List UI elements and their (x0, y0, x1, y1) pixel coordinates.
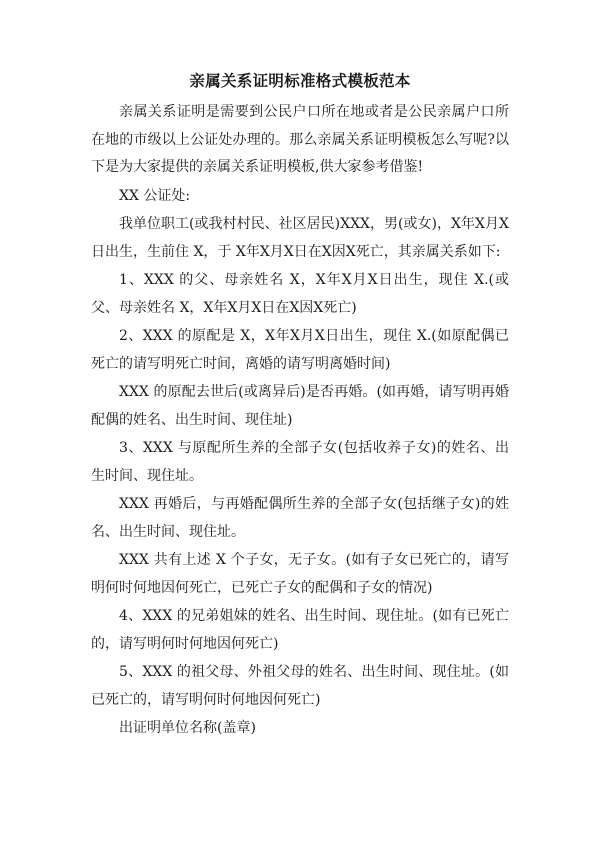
paragraph-item-2-spouse: 2、XXX 的原配是 X，X年X月X日出生，现住 X.(如原配偶已死亡的请写明死亡时间，离婚的请写明离婚时间) (91, 328, 509, 372)
paragraph-remarriage: XXX 的原配去世后(或离异后)是否再婚。(如再婚，请写明再婚配偶的姓名、出生时间、现住址) (91, 384, 509, 428)
paragraph-statement: 我单位职工(或我村村民、社区居民)XXX，男(或女)，X年X月X日出生，生前住 X，于 X年X月X日在X因X死亡，其亲属关系如下: (91, 216, 509, 260)
paragraph-children-count: XXX 共有上述 X 个子女，无子女。(如有子女已死亡的，请写明何时何地因何死亡，已死亡子女的配偶和子女的情况) (91, 552, 509, 596)
paragraph-issuer-seal: 出证明单位名称(盖章) (119, 720, 256, 736)
document-title: 亲属关系证明标准格式模板范本 (189, 72, 411, 90)
paragraph-addressee: XX 公证处: (119, 187, 191, 204)
document-page (91, 70, 509, 744)
paragraph-intro: 亲属关系证明是需要到公民户口所在地或者是公民亲属户口所在地的市级以上公证处办理的。那么亲属关系证明模板怎么写呢?以下是为大家提供的亲属关系证明模板,供大家参考借鉴! (91, 104, 509, 175)
paragraph-item-3-children: 3、XXX 与原配所生养的全部子女(包括收养子女)的姓名、出生时间、现住址。 (91, 440, 509, 484)
paragraph-item-1-parents: 1、XXX 的父、母亲姓名 X，X年X月X日出生，现住 X.(或父、母亲姓名 X，X年X月X日在X因X死亡) (91, 272, 509, 316)
paragraph-item-4-siblings: 4、XXX 的兄弟姐妹的姓名、出生时间、现住址。(如有已死亡的，请写明何时何地因何死亡) (91, 608, 509, 652)
paragraph-remarriage-children: XXX 再婚后，与再婚配偶所生养的全部子女(包括继子女)的姓名、出生时间、现住址。 (91, 496, 509, 540)
paragraph-item-5-grandparents: 5、XXX 的祖父母、外祖父母的姓名、出生时间、现住址。(如已死亡的，请写明何时何地因何死亡) (91, 664, 509, 708)
